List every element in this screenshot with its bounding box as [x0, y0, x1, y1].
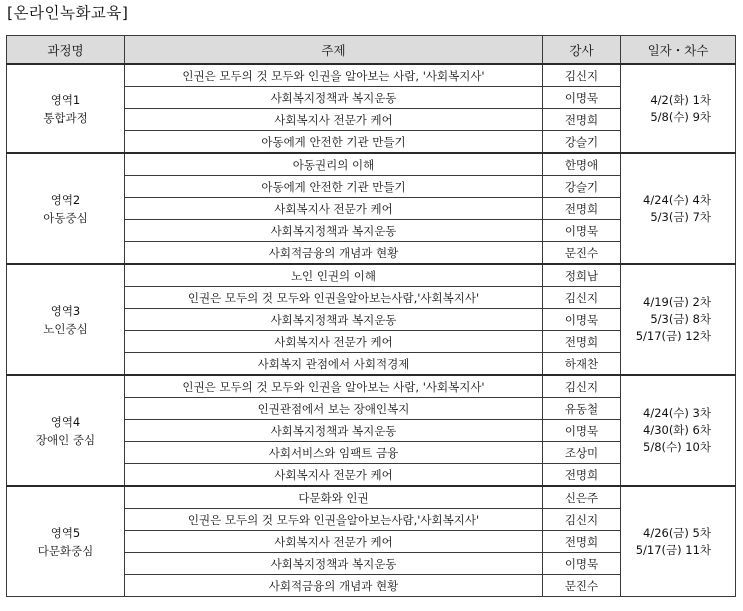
schedule-date: 4/19(금) 2차 [643, 295, 711, 309]
instructor-cell: 유동철 [543, 398, 621, 420]
schedule-dates-cell [621, 264, 736, 375]
instructor-cell: 하재찬 [543, 353, 621, 376]
topic-cell: 사회적금융의 개념과 현황 [125, 575, 543, 597]
instructor-cell: 정희남 [543, 264, 621, 287]
course-name-line: 아동중심 [43, 210, 88, 225]
instructor-cell: 이명묵 [543, 553, 621, 575]
course-name-line: 통합과정 [43, 110, 88, 125]
topic-cell: 사회복지사 전문가 케어 [125, 464, 543, 487]
education-schedule-table [6, 35, 736, 597]
schedule-date: 5/8(수) 10차 [643, 440, 711, 454]
header-schedule: 일자・차수 [621, 36, 736, 65]
course-name-cell [7, 486, 125, 597]
topic-cell: 인권은 모두의 것 모두와 인권을알아보는사람,'사회복지사' [125, 509, 543, 531]
course-name-line: 영역3 [50, 303, 81, 318]
schedule-date: 4/2(화) 1차 [650, 92, 711, 107]
course-name-line: 다문화중심 [37, 543, 94, 558]
topic-cell: 사회복지정책과 복지운동 [125, 553, 543, 575]
topic-cell: 인권은 모두의 것 모두와 인권을 알아보는 사람, '사회복지사' [125, 64, 543, 87]
course-name-cell [7, 64, 125, 153]
instructor-cell: 이명묵 [543, 87, 621, 109]
instructor-cell: 전명희 [543, 464, 621, 487]
course-name-cell [7, 375, 125, 486]
instructor-cell: 김신지 [543, 287, 621, 309]
schedule-date: 4/24(수) 4차 [643, 192, 711, 207]
header-course: 과정명 [7, 36, 125, 65]
instructor-cell: 전명희 [543, 109, 621, 131]
instructor-cell: 김신지 [543, 375, 621, 398]
schedule-date: 5/3(금) 7차 [650, 209, 711, 224]
topic-cell: 아동권리의 이해 [125, 153, 543, 176]
topic-cell: 사회복지사 전문가 케어 [125, 109, 543, 131]
schedule-dates-cell [621, 375, 736, 486]
page-title: [온라인녹화교육] [7, 4, 129, 22]
course-name-line: 노인중심 [43, 321, 88, 336]
topic-cell: 사회복지사 전문가 케어 [125, 331, 543, 353]
table-row [7, 64, 736, 87]
topic-cell: 사회복지정책과 복지운동 [125, 309, 543, 331]
topic-cell: 노인 인권의 이해 [125, 264, 543, 287]
topic-cell: 사회서비스와 임팩트 금융 [125, 442, 543, 464]
instructor-cell: 김신지 [543, 64, 621, 87]
course-name-line: 영역2 [50, 192, 81, 207]
topic-cell: 사회복지정책과 복지운동 [125, 420, 543, 442]
schedule-dates-cell [621, 64, 736, 153]
topic-cell: 사회복지 관점에서 사회적경제 [125, 353, 543, 376]
course-name-cell [7, 153, 125, 264]
schedule-date: 4/26(금) 5차 [643, 525, 711, 540]
schedule-date: 4/24(수) 3차 [643, 406, 711, 420]
header-topic: 주제 [125, 36, 543, 65]
instructor-cell: 전명희 [543, 331, 621, 353]
instructor-cell: 이명묵 [543, 309, 621, 331]
instructor-cell: 강슬기 [543, 176, 621, 198]
schedule-date: 4/30(화) 6차 [643, 423, 711, 437]
instructor-cell: 강슬기 [543, 131, 621, 154]
topic-cell: 인권은 모두의 것 모두와 인권을알아보는사람,'사회복지사' [125, 287, 543, 309]
schedule-date: 5/3(금) 8차 [650, 312, 711, 326]
instructor-cell: 문진수 [543, 575, 621, 597]
schedule-date: 5/8(수) 9차 [650, 109, 711, 124]
topic-cell: 아동에게 안전한 기관 만들기 [125, 131, 543, 154]
table-row [7, 264, 736, 287]
schedule-dates-cell [621, 153, 736, 264]
table-row [7, 375, 736, 398]
instructor-cell: 한명애 [543, 153, 621, 176]
topic-cell: 사회복지정책과 복지운동 [125, 220, 543, 242]
topic-cell: 인권은 모두의 것 모두와 인권을 알아보는 사람, '사회복지사' [125, 375, 543, 398]
table-row [7, 153, 736, 176]
instructor-cell: 조상미 [543, 442, 621, 464]
instructor-cell: 전명희 [543, 531, 621, 553]
schedule-date: 5/17(금) 11차 [635, 542, 711, 557]
topic-cell: 사회복지사 전문가 케어 [125, 531, 543, 553]
instructor-cell: 김신지 [543, 509, 621, 531]
instructor-cell: 신은주 [543, 486, 621, 509]
topic-cell: 인권관점에서 보는 장애인복지 [125, 398, 543, 420]
header-instructor: 강사 [543, 36, 621, 65]
topic-cell: 사회복지정책과 복지운동 [125, 87, 543, 109]
table-row [7, 486, 736, 509]
instructor-cell: 문진수 [543, 242, 621, 265]
course-name-line: 장애인 중심 [35, 432, 96, 447]
table-header-row [7, 36, 736, 65]
course-name-line: 영역4 [50, 414, 81, 429]
course-name-line: 영역5 [50, 525, 81, 540]
course-name-line: 영역1 [50, 92, 81, 107]
instructor-cell: 이명묵 [543, 220, 621, 242]
schedule-dates-cell [621, 486, 736, 597]
topic-cell: 다문화와 인권 [125, 486, 543, 509]
topic-cell: 사회복지사 전문가 케어 [125, 198, 543, 220]
topic-cell: 사회적금융의 개념과 현황 [125, 242, 543, 265]
instructor-cell: 전명희 [543, 198, 621, 220]
topic-cell: 아동에게 안전한 기관 만들기 [125, 176, 543, 198]
course-name-cell [7, 264, 125, 375]
schedule-date: 5/17(금) 12차 [635, 329, 711, 343]
table-body [7, 64, 736, 597]
instructor-cell: 이명묵 [543, 420, 621, 442]
